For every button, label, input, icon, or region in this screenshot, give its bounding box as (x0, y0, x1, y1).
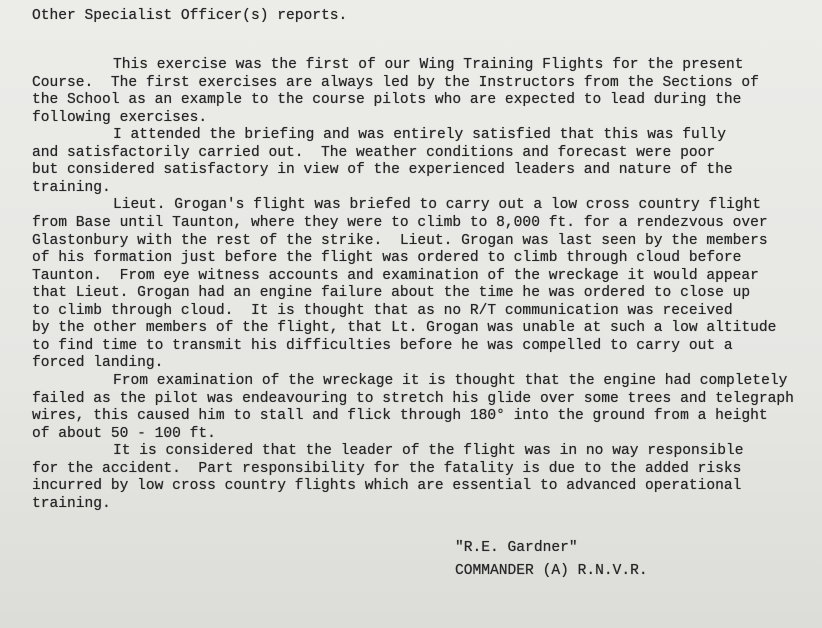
paragraph-4-line: failed as the pilot was endeavouring to stretch his glide over some trees and telegraph (32, 390, 794, 407)
paragraph-3-line: Glastonbury with the rest of the strike. Lieut. Grogan was last seen by the members (32, 232, 768, 249)
paragraph-2-line: and satisfactorily carried out. The weather conditions and forecast were poor (32, 144, 716, 161)
signature-rank: COMMANDER (A) R.N.V.R. (455, 563, 648, 579)
paragraph-1-line: Course. The first exercises are always led by the Instructors from the Sections of (32, 74, 759, 91)
paragraph-5-line: It is considered that the leader of the flight was in no way responsible (113, 443, 744, 460)
paragraph-2-line: I attended the briefing and was entirely satisfied that this was fully (113, 127, 727, 144)
report-heading: Other Specialist Officer(s) reports. (32, 8, 348, 24)
paragraph-5-line: for the accident. Part responsibility for the fatality is due to the added risks (32, 460, 742, 477)
paragraph-2-line: training. (32, 179, 111, 196)
paragraph-1-line: the School as an example to the course pilots who are expected to lead during the (32, 92, 742, 109)
paragraph-5-line: incurred by low cross country flights which are essential to advanced operational (32, 478, 742, 495)
paragraph-3-line: to climb through cloud. It is thought that as no R/T communication was received (32, 302, 733, 319)
paragraph-3-line: of his formation just before the flight was ordered to climb through cloud before (32, 250, 742, 267)
paragraph-3-line: Taunton. From eye witness accounts and examination of the wreckage it would appear (32, 267, 759, 284)
paragraph-3-line: to find time to transmit his difficulties before he was compelled to carry out a (32, 337, 733, 354)
paragraph-2-line: but considered satisfactory in view of the experienced leaders and nature of the (32, 162, 733, 179)
paragraph-5-line: training. (32, 495, 111, 512)
paragraph-4-line: of about 50 - 100 ft. (32, 425, 216, 442)
paragraph-3-line: Lieut. Grogan's flight was briefed to carry out a low cross country flight (113, 197, 762, 214)
paragraph-1-line: following exercises. (32, 109, 208, 126)
paragraph-3-line: from Base until Taunton, where they were to climb to 8,000 ft. for a rendezvous over (32, 215, 768, 231)
paragraph-4-line: From examination of the wreckage it is thought that the engine had completely (113, 372, 788, 389)
paragraph-1-line: This exercise was the first of our Wing Training Flights for the present (113, 57, 744, 73)
paragraph-3-line: by the other members of the flight, that Lt. Grogan was unable at such a low altitude (32, 320, 777, 337)
paragraph-4-line: wires, this caused him to stall and flick through 180° into the ground from a height (32, 408, 768, 424)
paragraph-3-line: forced landing. (32, 355, 164, 372)
paragraph-3-line: that Lieut. Grogan had an engine failure about the time he was ordered to close up (32, 285, 751, 302)
signature-name: "R.E. Gardner" (455, 540, 578, 556)
